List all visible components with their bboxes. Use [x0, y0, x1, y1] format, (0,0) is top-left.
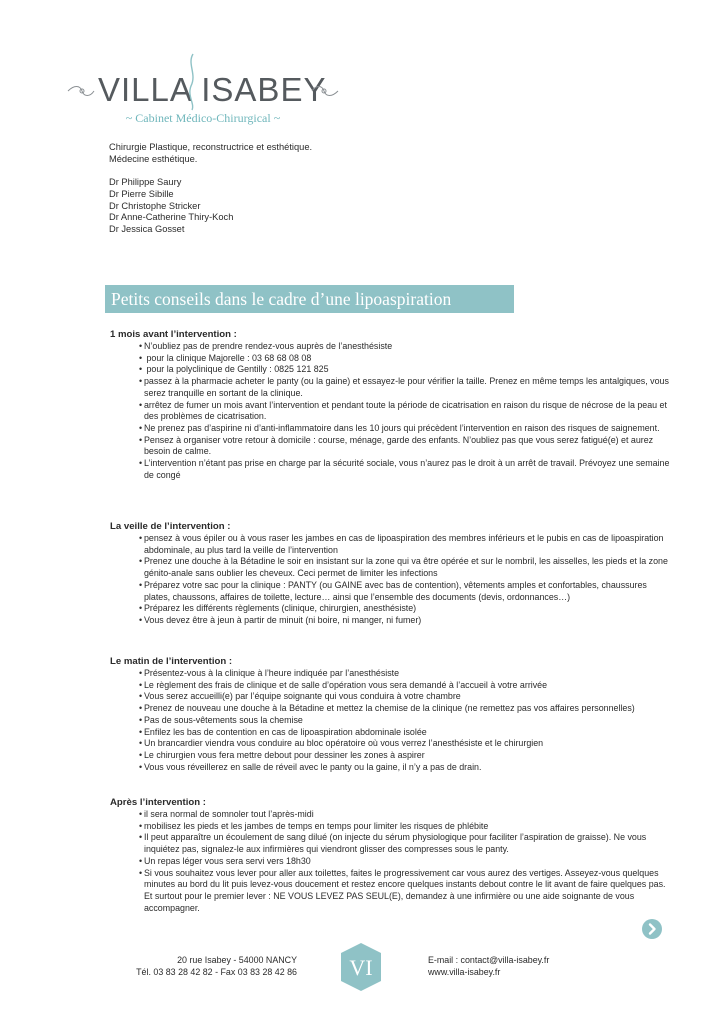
logo-swirl-icon [185, 52, 199, 112]
specialty-line: Médecine esthétique. [109, 153, 198, 164]
section-title: Après l’intervention : [110, 797, 206, 808]
section-list [110, 809, 675, 914]
section-1-month-before [110, 329, 675, 481]
list-item: • Pensez à organiser votre retour à domicile : course, ménage, garde des enfants. N’oubliez pas que vous serez fatigué(e) et aurez besoin de calme. [139, 434, 654, 457]
footer-address [100, 954, 297, 978]
list-item: • N’oubliez pas de prendre rendez-vous auprès de l’anesthésiste [139, 341, 393, 351]
section-list [110, 341, 675, 481]
section-title: 1 mois avant l’intervention : [110, 329, 237, 340]
list-item: • Présentez-vous à la clinique à l’heure indiquée par l’anesthésiste [139, 668, 400, 678]
list-item: • Vous vous réveillerez en salle de réveil avec le panty ou la gaine, il n’y a pas de drain. [139, 761, 482, 772]
list-item: • pour la clinique Majorelle : 03 68 68 08 08 [139, 352, 312, 363]
list-item: • pour la polyclinique de Gentilly : 0825 121 825 [139, 364, 329, 375]
list-item: • Un repas léger vous sera servi vers 18h30 [139, 855, 311, 866]
specialty-line: Chirurgie Plastique, reconstructrice et esthétique. [109, 142, 313, 152]
list-item: • mobilisez les pieds et les jambes de temps en temps pour limiter les risques de phlébite [139, 820, 489, 831]
section-list [110, 668, 675, 773]
list-item: • Enfilez les bas de contention en cas de lipoaspiration abdominale isolée [139, 726, 427, 737]
email-link[interactable]: E-mail : contact@villa-isabey.fr [428, 955, 550, 965]
vi-monogram-logo [337, 942, 385, 992]
logo-subtitle: ~ Cabinet Médico-Chirurgical ~ [125, 111, 281, 125]
list-item: • Un brancardier viendra vous conduire au bloc opératoire où vous verrez l’anesthésiste et le chirurgien [139, 738, 544, 749]
address-text: 20 rue Isabey - 54000 NANCY [177, 955, 297, 965]
section-after [110, 797, 675, 914]
list-item: • Vous serez accueilli(e) par l’équipe soignante qui vous conduira à votre chambre [139, 691, 461, 702]
list-item: • pensez à vous épiler ou à vous raser les jambes en cas de lipoaspiration des membres inférieurs et le pubis en cas de lipoaspiration abdominale, au plus tard la veille de l’intervention [139, 533, 664, 555]
list-item: • L’intervention n’étant pas prise en charge par la sécurité sociale, vous n’aurez pas le droit à un arrêt de travail. Prévoyez une semaine de congé [139, 458, 670, 480]
right-ornament-icon [310, 84, 340, 98]
villa-isabey-logo [60, 48, 340, 128]
section-title: La veille de l’intervention : [110, 521, 231, 532]
logo-name: VILLA ISABEY [98, 71, 327, 108]
doctor-name: Dr Philippe Saury [109, 177, 182, 188]
doctor-name: Dr Christophe Stricker [109, 200, 201, 211]
list-item: • Pas de sous-vêtements sous la chemise [139, 714, 303, 725]
footer-contact [428, 954, 549, 978]
list-item: • Il peut apparaître un écoulement de sang dilué (on injecte du sérum physiologique pour faciliter l’aspiration de graisse). Ne vous inquiétez pas, signalez-le aux infirmières qui viendront glisser des compresses sous le panty. [139, 832, 647, 855]
doctor-name: Dr Anne-Catherine Thiry-Koch [109, 212, 234, 223]
phone-text: Tél. 03 83 28 42 82 - Fax 03 83 28 42 86 [136, 967, 297, 977]
section-day-before [110, 521, 675, 627]
chevron-right-icon[interactable] [642, 919, 662, 939]
list-item: • Le chirurgien vous fera mettre debout pour dessiner les zones à aspirer [139, 749, 425, 760]
left-ornament-icon [66, 84, 96, 98]
list-item: • Ne prenez pas d’aspirine ni d’anti-inflammatoire dans les 10 jours qui précèdent l’intervention en raison des risques de saignement. [139, 422, 660, 433]
list-item: • Vous devez être à jeun à partir de minuit (ni boire, ni manger, ni fumer) [139, 614, 422, 625]
page-title: Petits conseils dans le cadre d’une lipoaspiration [105, 285, 514, 313]
list-item: • Préparez les différents règlements (clinique, chirurgien, anesthésiste) [139, 603, 417, 614]
doctor-name: Dr Pierre Sibille [109, 188, 174, 199]
doctor-name: Dr Jessica Gosset [109, 223, 185, 234]
section-list [110, 533, 675, 627]
website-link[interactable]: www.villa-isabey.fr [428, 967, 501, 977]
list-item: • Si vous souhaitez vous lever pour aller aux toilettes, faites le progressivement car vous aurez des vertiges. Asseyez-vous quelques minutes au bord du lit puis levez-vous doucement et restez encore quelques instants debout contre le lit avant de faire quelques pas. Et surtout pour le premier lever : NE VOUS LEVEZ PAS SEUL(E), demandez à une infirmière ou une aide soignante de vous accompagner. [139, 867, 666, 913]
list-item: • Préparez votre sac pour la clinique : PANTY (ou GAINE avec bas de contention), vêtements amples et confortables, chaussures plates, chaussons, affaires de toilette, lecture… ainsi que l’ensemble des documents (devis, ordonnances…) [139, 579, 647, 602]
list-item: • arrêtez de fumer un mois avant l’intervention et pendant toute la période de cicatrisation en raison du risque de nécrose de la peau et des problèmes de cicatrisation. [139, 399, 667, 422]
list-item: • il sera normal de somnoler tout l’après-midi [139, 809, 314, 819]
list-item: • Prenez de nouveau une douche à la Bétadine et mettez la chemise de la clinique (ne remettez pas vos affaires personnelles) [139, 703, 635, 714]
list-item: • passez à la pharmacie acheter le panty (ou la gaine) et essayez-le pour vérifier la taille. Prenez en même temps les antalgiques, vous serez tranquille en sortant de la clinique. [139, 376, 669, 398]
practice-info [109, 142, 312, 236]
list-item: • Prenez une douche à la Bétadine le soir en insistant sur la zone qui va être opérée et sur le nombril, les aisselles, les pieds et la zone génito-anale sans oublier les cheveux. Ceci permet de limiter les infections [139, 556, 668, 579]
list-item: • Le règlement des frais de clinique et de salle d’opération vous sera demandé à l’accueil à votre arrivée [139, 679, 548, 690]
section-title: Le matin de l’intervention : [110, 656, 233, 667]
section-morning-of [110, 656, 675, 773]
monogram-text: VI [349, 955, 373, 980]
